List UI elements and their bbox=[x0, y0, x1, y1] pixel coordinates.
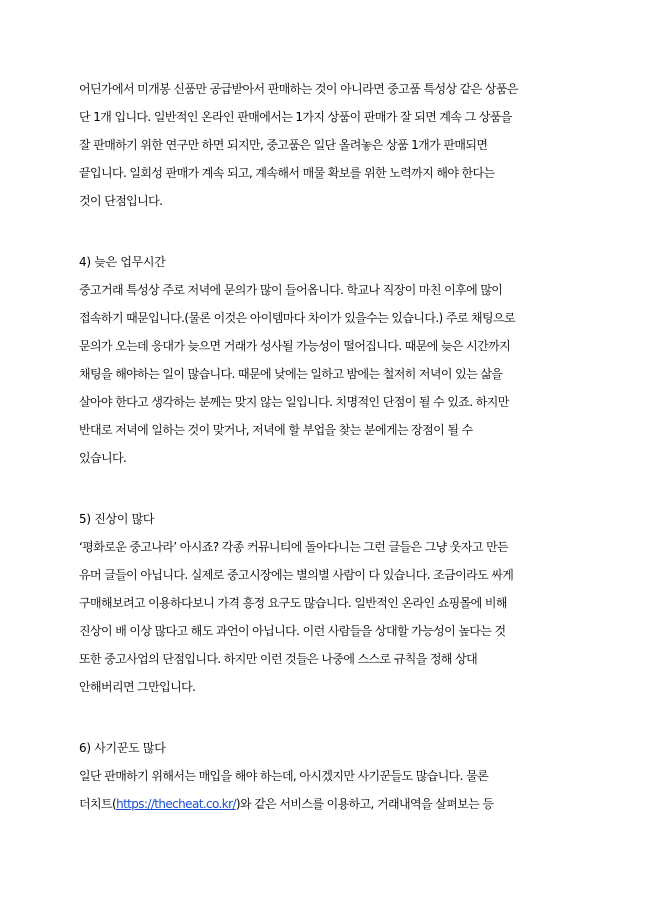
text-fragment: 더치트( bbox=[79, 797, 117, 811]
text-line-with-link bbox=[79, 790, 582, 818]
text-line: 단 1개 입니다. 일반적인 온라인 판매에서는 1가지 상품이 판매가 잘 되면 계속 그 상품을 bbox=[79, 110, 512, 124]
text-line: ‘평화로운 중고나라’ 아시죠? 각종 커뮤니티에 돌아다니는 그런 글들은 그냥 웃자고 만든 bbox=[79, 540, 509, 554]
text-line: 일단 판매하기 위해서는 매입을 해야 하는데, 아시겠지만 사기꾼들도 많습니다. 물론 bbox=[79, 769, 489, 783]
paragraph-intro bbox=[79, 75, 582, 215]
section-heading: 6) 사기꾼도 많다 bbox=[79, 741, 166, 755]
text-line: 것이 단점입니다. bbox=[79, 194, 163, 208]
text-line: 채팅을 해야하는 일이 많습니다. 때문에 낮에는 일하고 밤에는 철저히 저녁이 있는 삶을 bbox=[79, 367, 503, 381]
thecheat-link[interactable]: https://thecheat.co.kr/ bbox=[116, 797, 236, 811]
text-line: 반대로 저녁에 일하는 것이 맞거나, 저녁에 할 부업을 찾는 분에게는 장점이 될 수 bbox=[79, 423, 473, 437]
section-heading: 5) 진상이 많다 bbox=[79, 512, 155, 526]
paragraph-gap bbox=[79, 701, 582, 734]
section-heading: 4) 늦은 업무시간 bbox=[79, 255, 166, 269]
text-line: 문의가 오는데 응대가 늦으면 거래가 성사될 가능성이 떨어집니다. 때문에 늦은 시간까지 bbox=[79, 339, 511, 353]
text-line: 안해버리면 그만입니다. bbox=[79, 680, 196, 694]
paragraph-gap bbox=[79, 472, 582, 505]
text-line: 잘 판매하기 위한 연구만 하면 되지만, 중고품은 일단 올려놓은 상품 1개가 판매되면 bbox=[79, 138, 488, 152]
section-fraudsters bbox=[79, 734, 582, 818]
section-difficult-customers bbox=[79, 505, 582, 701]
text-line: 살아야 한다고 생각하는 분께는 맞지 않는 일입니다. 치명적인 단점이 될 수 있죠. 하지만 bbox=[79, 395, 509, 409]
text-line: 중고거래 특성상 주로 저녁에 문의가 많이 들어옵니다. 학교나 직장이 마친 이후에 많이 bbox=[79, 283, 503, 297]
text-line: 접속하기 때문입니다.(물론 이것은 아이템마다 차이가 있을수는 있습니다.) 주로 채팅으로 bbox=[79, 311, 516, 325]
text-line: 진상이 배 이상 많다고 해도 과언이 아닙니다. 이런 사람들을 상대할 가능성이 높다는 것 bbox=[79, 624, 506, 638]
text-fragment: )와 같은 서비스를 이용하고, 거래내역을 살펴보는 등 bbox=[235, 797, 494, 811]
text-line: 어딘가에서 미개봉 신품만 공급받아서 판매하는 것이 아니라면 중고품 특성상 같은 상품은 bbox=[79, 82, 518, 96]
text-line: 있습니다. bbox=[79, 451, 127, 465]
text-line: 유머 글들이 아닙니다. 실제로 중고시장에는 별의별 사람이 다 있습니다. 조금이라도 싸게 bbox=[79, 568, 514, 582]
paragraph-gap bbox=[79, 215, 582, 248]
text-line: 구매해보려고 이용하다보니 가격 흥정 요구도 많습니다. 일반적인 온라인 쇼핑몰에 비해 bbox=[79, 596, 507, 610]
section-late-hours bbox=[79, 248, 582, 472]
text-line: 끝입니다. 일회성 판매가 계속 되고, 계속해서 매물 확보를 위한 노력까지 해야 한다는 bbox=[79, 166, 495, 180]
text-line: 또한 중고사업의 단점입니다. 하지만 이런 것들은 나중에 스스로 규칙을 정해 상대 bbox=[79, 652, 478, 666]
